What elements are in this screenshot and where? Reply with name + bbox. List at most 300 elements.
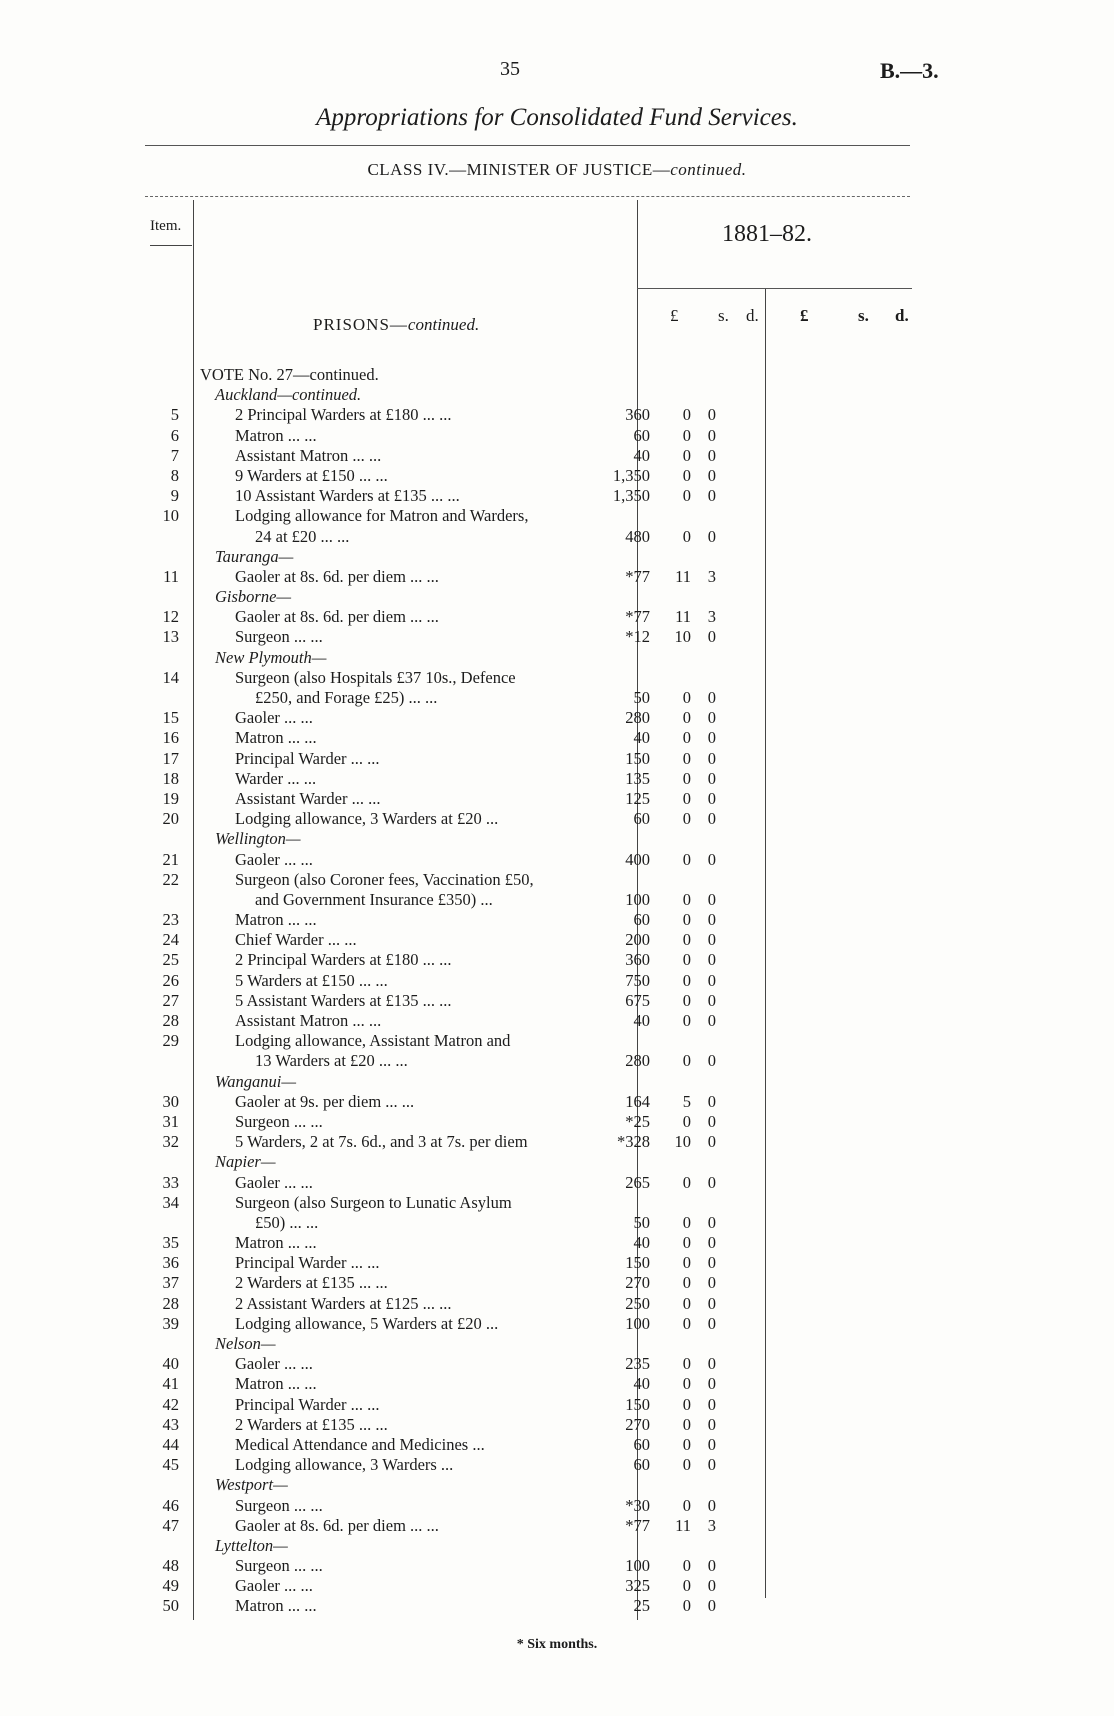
item-number: 32 [162, 1132, 179, 1152]
shillings-value: 0 [682, 688, 691, 707]
item-description: 10 Assistant Warders at £135 ... ... [235, 486, 460, 506]
pence-value: 0 [707, 1374, 716, 1394]
item-number: 37 [162, 1273, 179, 1293]
pence-value: 0 [707, 465, 716, 485]
pence-value: 3 [707, 1515, 716, 1535]
shillings-value: 0 [682, 1495, 691, 1515]
pounds-value: 675 [625, 990, 650, 1010]
table-row [145, 870, 925, 890]
table-row [145, 1415, 925, 1435]
item-description: Assistant Matron ... ... [235, 445, 382, 465]
item-description: Surgeon (also Hospitals £37 10s., Defence [235, 667, 516, 687]
pounds-value: 150 [625, 1253, 650, 1273]
item-description: Assistant Matron ... ... [235, 1011, 382, 1030]
pounds-value: 100 [625, 1313, 650, 1333]
item-description: Matron ... ... [235, 1596, 317, 1616]
pence-value: 0 [707, 445, 716, 465]
pounds-value: 360 [625, 405, 650, 425]
pounds-value: 200 [625, 930, 650, 950]
pence-value: 0 [707, 1354, 716, 1374]
table-row [145, 1334, 925, 1354]
item-number: 24 [162, 930, 179, 950]
item-description: Principal Warder ... ... [235, 1394, 380, 1414]
table-row [145, 1132, 925, 1152]
pence-value: 0 [707, 930, 716, 950]
item-number: 36 [162, 1253, 179, 1273]
table-row [145, 1395, 925, 1415]
item-number: 39 [162, 1313, 179, 1333]
prison-name: Westport— [215, 1475, 288, 1495]
item-description: Gaoler ... ... [235, 1172, 313, 1192]
table-row [145, 769, 925, 789]
table-row [145, 850, 925, 870]
pence-value: 0 [707, 627, 716, 647]
item-number: 43 [162, 1414, 179, 1434]
shillings-value: 0 [682, 748, 691, 768]
pence-value: 0 [707, 1313, 716, 1333]
table-row [145, 1173, 925, 1193]
item-number: 45 [162, 1455, 179, 1475]
shillings-value: 11 [675, 607, 691, 627]
pounds-value: 1,350 [612, 486, 650, 506]
appropriations-table [145, 365, 925, 1617]
table-row [145, 1031, 925, 1051]
table-row [145, 1213, 925, 1233]
pounds-value: 50 [633, 688, 650, 707]
prison-name: Nelson— [215, 1334, 276, 1353]
item-number: 27 [162, 990, 179, 1010]
shillings-value: 0 [682, 1111, 691, 1131]
shillings-value: 10 [674, 627, 691, 647]
pounds-value: 40 [633, 728, 650, 748]
item-description: Gaoler ... ... [235, 1576, 313, 1596]
table-row [145, 1374, 925, 1394]
table-row [145, 486, 925, 506]
pence-value: 0 [707, 748, 716, 768]
shillings-value: 0 [682, 465, 691, 485]
item-description: and Government Insurance £350) ... [255, 889, 493, 909]
pounds-value: *77 [625, 607, 650, 627]
item-number: 26 [162, 970, 179, 990]
item-description: Surgeon ... ... [235, 627, 323, 647]
item-description: 24 at £20 ... ... [255, 526, 350, 546]
item-number: 48 [162, 1556, 179, 1576]
pence-value: 0 [707, 1414, 716, 1434]
table-row [145, 1193, 925, 1213]
class-title [0, 160, 1114, 180]
page-title: Appropriations for Consolidated Fund Services. [316, 104, 798, 131]
shillings-value: 0 [682, 930, 691, 950]
item-number: 13 [162, 627, 179, 647]
pounds-value: 60 [633, 425, 650, 445]
item-description: Gaoler at 8s. 6d. per diem ... ... [235, 607, 439, 627]
pence-value: 0 [707, 990, 716, 1010]
item-description: Matron ... ... [235, 1233, 317, 1253]
prison-name: Napier— [215, 1152, 276, 1172]
item-description: Gaoler ... ... [235, 1354, 313, 1374]
item-description: £50) ... ... [255, 1212, 319, 1232]
shillings-value: 0 [682, 1596, 691, 1616]
pence-value: 0 [707, 1212, 716, 1232]
prison-name: Tauranga— [215, 546, 294, 566]
item-description: Gaoler at 8s. 6d. per diem ... ... [235, 566, 439, 586]
pence-value: 0 [707, 1394, 716, 1414]
pounds-value: 325 [625, 1576, 650, 1596]
item-description: Surgeon ... ... [235, 1111, 323, 1131]
pounds-value: 164 [625, 1091, 650, 1111]
pounds-value: 135 [625, 768, 650, 788]
shillings-value: 0 [682, 1273, 691, 1293]
pence-value: 0 [707, 1172, 716, 1192]
item-number: 19 [162, 788, 179, 808]
table-row [145, 1455, 925, 1475]
pence-value: 0 [707, 1253, 716, 1273]
pence-header: d. [746, 306, 759, 325]
table-row [145, 809, 925, 829]
item-number: 12 [162, 607, 179, 627]
pounds-value: 125 [625, 788, 650, 808]
table-row [145, 506, 925, 526]
item-number: 41 [162, 1374, 179, 1394]
table-row [145, 365, 925, 385]
table-row [145, 1233, 925, 1253]
item-description: 5 Assistant Warders at £135 ... ... [235, 990, 452, 1010]
pence-value: 0 [707, 708, 716, 728]
pence-value: 0 [707, 1576, 716, 1596]
table-row [145, 648, 925, 668]
pence-value: 0 [707, 1132, 716, 1152]
pence-value: 0 [707, 1233, 716, 1253]
pounds-value: 250 [625, 1293, 650, 1313]
shillings-value: 0 [682, 708, 691, 728]
pounds-value: *77 [625, 1515, 650, 1535]
document-reference: B.—3. [880, 58, 939, 83]
shillings-value: 0 [682, 1394, 691, 1414]
item-number: 25 [162, 950, 179, 970]
shillings-value: 0 [682, 1233, 691, 1253]
pence-value: 0 [707, 405, 716, 425]
table-row [145, 1516, 925, 1536]
item-number: 49 [162, 1576, 179, 1596]
footnote: * Six months. [516, 1637, 598, 1652]
pounds-value: 1,350 [612, 465, 650, 485]
item-description: Matron ... ... [235, 1374, 317, 1394]
shillings-value: 0 [682, 1374, 691, 1394]
shillings-value: 0 [682, 990, 691, 1010]
pounds-header: £ [800, 306, 809, 325]
table-row [145, 1072, 925, 1092]
pounds-value: 60 [633, 1455, 650, 1475]
pounds-value: 480 [625, 526, 650, 546]
class-title-continued: continued. [670, 160, 747, 179]
item-description: Lodging allowance, 3 Warders ... [235, 1455, 454, 1475]
item-number: 34 [162, 1192, 179, 1212]
divider [145, 196, 910, 197]
table-row [145, 829, 925, 849]
pence-value: 0 [707, 1011, 716, 1030]
table-row [145, 1273, 925, 1293]
item-description: Surgeon (also Surgeon to Lunatic Asylum [235, 1192, 512, 1212]
item-description: Lodging allowance for Matron and Warders, [235, 506, 529, 526]
shillings-value: 11 [675, 566, 691, 586]
item-number: 29 [162, 1031, 179, 1051]
shillings-value: 0 [682, 405, 691, 425]
table-row [145, 1051, 925, 1071]
pounds-value: 265 [625, 1172, 650, 1192]
table-row [145, 1576, 925, 1596]
item-description: Matron ... ... [235, 728, 317, 748]
shillings-header: s. [858, 306, 869, 325]
shillings-value: 0 [682, 1455, 691, 1475]
item-description: Principal Warder ... ... [235, 1253, 380, 1273]
item-description: 5 Warders, 2 at 7s. 6d., and 3 at 7s. per diem [235, 1132, 528, 1152]
item-number: 46 [162, 1495, 179, 1515]
item-description: Warder ... ... [235, 768, 317, 788]
shillings-value: 0 [682, 1434, 691, 1454]
pounds-value: 100 [625, 1556, 650, 1576]
item-number: 6 [170, 425, 179, 445]
item-number: 11 [163, 566, 179, 586]
table-row [145, 1314, 925, 1334]
table-row [145, 1596, 925, 1616]
item-number: 10 [162, 506, 179, 526]
item-description: 2 Warders at £135 ... ... [235, 1414, 388, 1434]
item-description: Assistant Warder ... ... [235, 788, 381, 808]
pounds-value: 150 [625, 748, 650, 768]
pounds-value: 100 [625, 889, 650, 909]
prison-name: Gisborne— [215, 587, 292, 607]
item-number: 14 [162, 667, 179, 687]
table-row [145, 950, 925, 970]
shillings-value: 10 [674, 1132, 691, 1152]
table-row [145, 1435, 925, 1455]
shillings-value: 0 [682, 526, 691, 546]
pence-value: 0 [707, 910, 716, 930]
item-number: 33 [162, 1172, 179, 1192]
table-row [145, 688, 925, 708]
table-row [145, 587, 925, 607]
shillings-value: 0 [682, 1253, 691, 1273]
pounds-value: 150 [625, 1394, 650, 1414]
pounds-value: 40 [633, 1233, 650, 1253]
shillings-value: 0 [682, 910, 691, 930]
shillings-value: 0 [682, 889, 691, 909]
pence-value: 0 [707, 809, 716, 829]
shillings-value: 0 [682, 1576, 691, 1596]
shillings-value: 0 [682, 425, 691, 445]
item-number: 28 [162, 1293, 179, 1313]
table-row [145, 446, 925, 466]
pounds-value: 280 [625, 1051, 650, 1071]
pence-value: 0 [707, 970, 716, 990]
item-number: 22 [162, 869, 179, 889]
pounds-value: 235 [625, 1354, 650, 1374]
pounds-value: 270 [625, 1414, 650, 1434]
shillings-value: 0 [682, 788, 691, 808]
item-description: 5 Warders at £150 ... ... [235, 970, 388, 990]
table-row [145, 1536, 925, 1556]
table-row [145, 567, 925, 587]
prison-name: Wanganui— [215, 1071, 296, 1091]
divider [145, 145, 910, 146]
section-heading-text: PRISONS— [313, 315, 408, 334]
item-number: 17 [162, 748, 179, 768]
item-number: 44 [162, 1434, 179, 1454]
item-number: 20 [162, 809, 179, 829]
item-description: 13 Warders at £20 ... ... [255, 1051, 408, 1071]
item-description: Lodging allowance, 5 Warders at £20 ... [235, 1313, 499, 1333]
item-description: Principal Warder ... ... [235, 748, 380, 768]
item-description: Surgeon (also Coroner fees, Vaccination £50, [235, 869, 534, 889]
table-row [145, 527, 925, 547]
pounds-value: 40 [633, 445, 650, 465]
item-number: 35 [162, 1233, 179, 1253]
pounds-value: 750 [625, 970, 650, 990]
table-row [145, 708, 925, 728]
table-row [145, 1294, 925, 1314]
prison-name: New Plymouth— [215, 647, 327, 667]
pounds-value: 360 [625, 950, 650, 970]
shillings-value: 0 [682, 950, 691, 970]
prison-name: Wellington— [215, 829, 301, 849]
table-row [145, 466, 925, 486]
item-number: 9 [170, 486, 179, 506]
shillings-value: 11 [675, 1515, 691, 1535]
pounds-value: 60 [633, 910, 650, 930]
table-row [145, 890, 925, 910]
item-description: Surgeon ... ... [235, 1495, 323, 1515]
shillings-value: 0 [682, 1011, 691, 1030]
pounds-value: 40 [633, 1011, 650, 1030]
pounds-value: 60 [633, 1434, 650, 1454]
shillings-value: 0 [682, 809, 691, 829]
item-number: 5 [170, 405, 179, 425]
table-row [145, 1253, 925, 1273]
shillings-value: 0 [682, 486, 691, 506]
item-number: 16 [162, 728, 179, 748]
pence-value: 0 [707, 486, 716, 506]
item-description: Gaoler ... ... [235, 708, 313, 728]
pence-value: 0 [707, 768, 716, 788]
item-number: 30 [162, 1091, 179, 1111]
pence-value: 0 [707, 889, 716, 909]
shillings-value: 0 [682, 1313, 691, 1333]
item-number: 28 [162, 1011, 179, 1030]
table-row [145, 1092, 925, 1112]
shillings-value: 0 [682, 1051, 691, 1071]
pence-value: 0 [707, 425, 716, 445]
pence-value: 0 [707, 1495, 716, 1515]
prison-name: Lyttelton— [215, 1535, 288, 1555]
divider [150, 245, 192, 246]
table-row [145, 1475, 925, 1495]
item-description: Lodging allowance, Assistant Matron and [235, 1031, 511, 1051]
item-description: Surgeon ... ... [235, 1556, 323, 1576]
item-description: 9 Warders at £150 ... ... [235, 465, 388, 485]
pence-value: 0 [707, 849, 716, 869]
pence-value: 0 [707, 728, 716, 748]
shillings-header: s. [718, 306, 729, 325]
pence-value: 0 [707, 950, 716, 970]
item-number: 47 [162, 1515, 179, 1535]
pounds-value: *328 [617, 1132, 650, 1152]
table-row [145, 1496, 925, 1516]
pence-value: 0 [707, 1293, 716, 1313]
pounds-value: 25 [633, 1596, 650, 1616]
pounds-value: 60 [633, 809, 650, 829]
item-number: 42 [162, 1394, 179, 1414]
item-description: 2 Principal Warders at £180 ... ... [235, 405, 452, 425]
table-row [145, 547, 925, 567]
pounds-value: 40 [633, 1374, 650, 1394]
pence-value: 3 [707, 566, 716, 586]
pence-value: 0 [707, 1455, 716, 1475]
shillings-value: 5 [682, 1091, 691, 1111]
table-row [145, 930, 925, 950]
pence-value: 0 [707, 1111, 716, 1131]
vote-heading: VOTE No. 27—continued. [200, 365, 379, 384]
pence-value: 3 [707, 607, 716, 627]
pence-value: 0 [707, 1091, 716, 1111]
item-number: 23 [162, 910, 179, 930]
item-description: 2 Warders at £135 ... ... [235, 1273, 388, 1293]
table-row [145, 789, 925, 809]
shillings-value: 0 [682, 970, 691, 990]
item-description: Gaoler at 8s. 6d. per diem ... ... [235, 1515, 439, 1535]
item-description: 2 Assistant Warders at £125 ... ... [235, 1293, 452, 1313]
table-row [145, 1354, 925, 1374]
pounds-value: 280 [625, 708, 650, 728]
table-row [145, 991, 925, 1011]
pounds-value: *25 [625, 1111, 650, 1131]
pence-value: 0 [707, 526, 716, 546]
item-number: 50 [162, 1596, 179, 1616]
shillings-value: 0 [682, 1414, 691, 1434]
table-row [145, 385, 925, 405]
prison-name: Auckland—continued. [215, 385, 362, 405]
shillings-value: 0 [682, 1212, 691, 1232]
pence-value: 0 [707, 688, 716, 707]
table-row [145, 405, 925, 425]
pence-value: 0 [707, 788, 716, 808]
pence-value: 0 [707, 1596, 716, 1616]
section-heading-continued: continued. [407, 315, 480, 334]
item-description: £250, and Forage £25) ... ... [255, 688, 438, 707]
table-row [145, 1011, 925, 1031]
table-row [145, 728, 925, 748]
table-row [145, 1112, 925, 1132]
pence-value: 0 [707, 1556, 716, 1576]
shillings-value: 0 [682, 445, 691, 465]
item-description: 2 Principal Warders at £180 ... ... [235, 950, 452, 970]
pounds-value: *12 [625, 627, 650, 647]
item-number: 8 [170, 465, 179, 485]
pounds-value: *77 [625, 566, 650, 586]
table-row [145, 910, 925, 930]
pence-header: d. [895, 306, 909, 325]
shillings-value: 0 [682, 1293, 691, 1313]
table-row [145, 627, 925, 647]
table-row [145, 1556, 925, 1576]
item-description: Chief Warder ... ... [235, 930, 357, 950]
item-description: Matron ... ... [235, 425, 317, 445]
pence-value: 0 [707, 1434, 716, 1454]
pence-value: 0 [707, 1051, 716, 1071]
divider [637, 288, 912, 289]
table-row [145, 749, 925, 769]
section-heading [313, 315, 479, 335]
table-row [145, 607, 925, 627]
